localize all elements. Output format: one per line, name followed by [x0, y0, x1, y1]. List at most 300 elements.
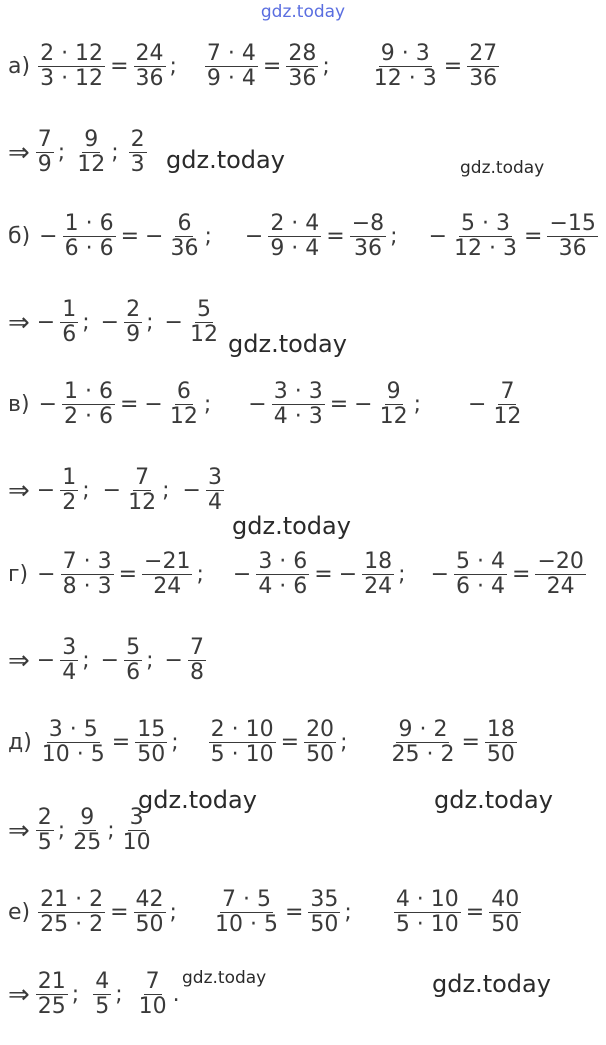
equals-sign: =	[110, 54, 129, 80]
result-fraction	[98, 636, 154, 685]
equals-sign: =	[329, 392, 349, 418]
denominator: 50	[137, 742, 166, 768]
numerator: 9 · 2	[398, 717, 448, 742]
equals-sign: =	[262, 54, 282, 80]
numerator: 4	[95, 969, 110, 994]
denominator: 6	[62, 322, 77, 348]
fraction	[134, 42, 166, 91]
signed-fraction	[69, 806, 105, 855]
denominator: 5	[37, 830, 52, 856]
equals-sign: =	[524, 224, 543, 250]
minus-sign: −	[39, 224, 58, 250]
fraction	[129, 128, 147, 177]
minus-sign: −	[182, 478, 201, 504]
signed-fraction	[348, 212, 388, 261]
numerator: 5 · 3	[461, 211, 511, 236]
separator: ;	[169, 54, 177, 80]
fraction	[60, 298, 78, 347]
equation	[38, 718, 179, 767]
signed-fraction	[34, 128, 56, 177]
minus-sign: −	[144, 392, 163, 418]
numerator: 35	[310, 887, 339, 912]
fraction	[454, 550, 507, 599]
denominator: 6	[126, 660, 141, 686]
minus-sign: −	[36, 310, 56, 336]
equation-row	[8, 380, 602, 429]
result-fraction	[34, 636, 90, 685]
signed-fraction	[91, 970, 113, 1019]
numerator: 3	[62, 635, 77, 660]
fraction	[272, 380, 325, 429]
fraction	[489, 888, 521, 937]
result-row	[8, 636, 602, 685]
denominator: 50	[486, 742, 515, 768]
denominator: 36	[353, 236, 382, 262]
numerator: 1	[62, 297, 77, 322]
result-fraction	[34, 970, 79, 1019]
denominator: 25	[37, 994, 66, 1020]
minus-sign: −	[338, 562, 358, 588]
denominator: 8 · 3	[62, 574, 112, 600]
fraction	[547, 212, 597, 261]
numerator: 5	[126, 635, 141, 660]
denominator: 8	[189, 660, 204, 686]
separator: ;	[146, 310, 154, 336]
fraction	[142, 550, 192, 599]
numerator: 3	[207, 465, 222, 490]
minus-sign: −	[244, 224, 264, 250]
signed-fraction	[132, 888, 168, 937]
denominator: 25	[73, 830, 102, 856]
fraction	[36, 806, 54, 855]
fraction	[38, 42, 105, 91]
numerator: 6	[177, 211, 192, 236]
equals-sign: =	[314, 562, 333, 588]
watermark-text: gdz.today	[166, 146, 285, 174]
separator: ;	[340, 730, 348, 756]
equation	[203, 42, 330, 91]
numerator: 4 · 10	[395, 887, 459, 912]
minus-sign: −	[100, 310, 120, 336]
equation	[242, 212, 398, 261]
signed-fraction	[392, 888, 463, 937]
minus-sign: −	[468, 392, 487, 418]
signed-fraction	[284, 42, 320, 91]
result-fraction	[162, 636, 208, 685]
separator: ;	[57, 818, 66, 844]
separator: ;	[57, 140, 66, 166]
signed-fraction	[203, 42, 260, 91]
result-fraction	[34, 128, 65, 177]
part-label: б)	[8, 224, 31, 250]
denominator: 25 · 2	[391, 742, 455, 768]
part-label: а)	[8, 54, 31, 80]
part-label: е)	[8, 900, 31, 926]
equals-sign: =	[443, 54, 463, 80]
numerator: 7	[145, 969, 160, 994]
fraction	[467, 42, 499, 91]
equation	[428, 550, 588, 599]
denominator: 4	[207, 490, 222, 516]
signed-fraction	[36, 42, 107, 91]
result-fraction	[127, 128, 149, 177]
denominator: 2	[62, 490, 77, 516]
minus-sign: −	[36, 478, 56, 504]
separator: ;	[322, 54, 330, 80]
equals-sign: =	[110, 900, 129, 926]
equals-sign: =	[326, 224, 345, 250]
fraction	[40, 718, 107, 767]
fraction	[188, 298, 220, 347]
result-fraction	[98, 298, 154, 347]
equals-sign: =	[512, 562, 531, 588]
signed-fraction	[465, 380, 525, 429]
implies-arrow: ⇒	[8, 815, 30, 846]
fraction	[137, 970, 169, 1019]
fraction	[126, 466, 158, 515]
fraction	[535, 550, 585, 599]
fraction	[213, 888, 280, 937]
equation	[392, 888, 523, 937]
signed-fraction	[36, 888, 107, 937]
equation-row	[8, 888, 602, 937]
denominator: 36	[558, 236, 587, 262]
minus-sign: −	[164, 310, 183, 336]
signed-fraction	[162, 636, 208, 685]
fraction	[124, 636, 142, 685]
denominator: 4 · 3	[273, 404, 323, 430]
fraction	[205, 42, 258, 91]
denominator: 36	[288, 66, 317, 92]
numerator: 1 · 6	[64, 211, 114, 236]
minus-sign: −	[354, 392, 373, 418]
fraction	[188, 636, 206, 685]
signed-fraction	[487, 888, 523, 937]
numerator: 2 · 4	[270, 211, 320, 236]
numerator: 21	[37, 969, 66, 994]
numerator: 15	[137, 717, 166, 742]
separator: ;	[82, 478, 90, 504]
numerator: 18	[486, 717, 515, 742]
numerator: 7	[189, 635, 204, 660]
result-fraction	[34, 466, 90, 515]
fraction	[378, 380, 410, 429]
separator: .	[172, 982, 180, 1008]
signed-fraction	[306, 888, 342, 937]
signed-fraction	[73, 128, 109, 177]
signed-fraction	[351, 380, 411, 429]
separator: ;	[146, 648, 154, 674]
denominator: 9	[37, 152, 52, 178]
denominator: 9 · 4	[270, 236, 320, 262]
fraction	[36, 970, 68, 1019]
signed-fraction	[428, 550, 509, 599]
equals-sign: =	[118, 562, 138, 588]
denominator: 36	[135, 66, 164, 92]
implies-arrow: ⇒	[8, 137, 30, 168]
signed-fraction	[483, 718, 519, 767]
separator: ;	[398, 562, 406, 588]
fraction	[256, 550, 309, 599]
signed-fraction	[100, 466, 160, 515]
fraction	[452, 212, 519, 261]
signed-fraction	[533, 550, 587, 599]
fraction	[485, 718, 517, 767]
part-label: г)	[8, 562, 29, 588]
signed-fraction	[140, 550, 194, 599]
denominator: 6 · 6	[64, 236, 114, 262]
denominator: 2 · 6	[64, 404, 113, 430]
minus-sign: −	[36, 648, 56, 674]
denominator: 50	[310, 912, 339, 938]
fraction	[286, 42, 318, 91]
denominator: 50	[306, 742, 335, 768]
result-fraction	[180, 466, 226, 515]
fraction	[124, 298, 142, 347]
watermark-text: gdz.today	[138, 786, 257, 814]
signed-fraction	[245, 380, 326, 429]
fraction	[38, 888, 105, 937]
signed-fraction	[34, 298, 80, 347]
separator: ;	[171, 730, 179, 756]
numerator: 1 · 6	[64, 379, 113, 404]
result-fraction	[34, 806, 65, 855]
numerator: 7 · 5	[221, 887, 271, 912]
numerator: 28	[288, 41, 317, 66]
minus-sign: −	[248, 392, 267, 418]
numerator: 3 · 3	[273, 379, 323, 404]
denominator: 12	[379, 404, 408, 430]
watermark-text: gdz.today	[432, 970, 551, 998]
minus-sign: −	[37, 562, 56, 588]
fraction	[75, 128, 107, 177]
signed-fraction	[98, 298, 144, 347]
minus-sign: −	[232, 562, 252, 588]
fraction	[36, 128, 54, 177]
implies-arrow: ⇒	[8, 307, 30, 338]
equation	[230, 550, 406, 599]
equation	[36, 42, 177, 91]
denominator: 10 · 5	[214, 912, 278, 938]
numerator: 27	[469, 41, 498, 66]
separator: ;	[111, 140, 119, 166]
fraction	[372, 42, 439, 91]
numerator: −15	[549, 211, 596, 236]
equation-row	[8, 550, 602, 599]
signed-fraction	[162, 298, 222, 347]
numerator: 3	[129, 805, 144, 830]
fraction	[61, 550, 114, 599]
denominator: 50	[135, 912, 164, 938]
minus-sign: −	[145, 224, 164, 250]
fraction	[268, 212, 321, 261]
minus-sign: −	[164, 648, 183, 674]
numerator: 1	[62, 465, 77, 490]
part-label: в)	[8, 392, 30, 418]
minus-sign: −	[430, 562, 450, 588]
equation	[207, 718, 348, 767]
separator: ;	[82, 310, 90, 336]
separator: ;	[115, 982, 123, 1008]
denominator: 36	[469, 66, 498, 92]
signed-fraction	[34, 636, 80, 685]
signed-fraction	[207, 718, 278, 767]
equation	[245, 380, 421, 429]
signed-fraction	[336, 550, 396, 599]
implies-arrow: ⇒	[8, 475, 30, 506]
signed-fraction	[545, 212, 599, 261]
equation	[426, 212, 600, 261]
denominator: 12	[493, 404, 522, 430]
denominator: 6 · 4	[456, 574, 506, 600]
numerator: 3 · 5	[48, 717, 98, 742]
result-row	[8, 466, 602, 515]
denominator: 25 · 2	[40, 912, 104, 938]
equals-sign: =	[280, 730, 300, 756]
separator: ;	[107, 818, 115, 844]
numerator: 7	[37, 127, 52, 152]
signed-fraction	[127, 128, 149, 177]
signed-fraction	[36, 380, 117, 429]
numerator: 2	[130, 127, 145, 152]
denominator: 24	[364, 574, 393, 600]
separator: ;	[344, 900, 352, 926]
watermark-text: gdz.today	[460, 158, 545, 178]
fraction	[63, 212, 116, 261]
numerator: 2 · 10	[210, 717, 274, 742]
header-watermark: gdz.today	[260, 2, 346, 22]
denominator: 50	[491, 912, 520, 938]
numerator: 7	[500, 379, 515, 404]
separator: ;	[390, 224, 398, 250]
numerator: 2	[126, 297, 141, 322]
denominator: 5	[95, 994, 110, 1020]
denominator: 9 · 4	[206, 66, 256, 92]
numerator: 21 · 2	[40, 887, 104, 912]
numerator: 2	[37, 805, 52, 830]
fraction	[168, 212, 200, 261]
signed-fraction	[34, 970, 70, 1019]
fraction	[93, 970, 111, 1019]
signed-fraction	[465, 42, 501, 91]
numerator: −20	[537, 549, 584, 574]
part-label: д)	[8, 730, 32, 756]
numerator: 7	[135, 465, 150, 490]
signed-fraction	[34, 806, 56, 855]
signed-fraction	[133, 718, 169, 767]
equation	[370, 42, 501, 91]
signed-fraction	[34, 466, 80, 515]
numerator: 42	[135, 887, 164, 912]
separator: ;	[71, 982, 80, 1008]
fraction	[304, 718, 336, 767]
numerator: 5 · 4	[456, 549, 506, 574]
denominator: 10 · 5	[41, 742, 105, 768]
equation	[36, 888, 177, 937]
fraction	[206, 466, 224, 515]
separator: ;	[413, 392, 421, 418]
signed-fraction	[302, 718, 338, 767]
separator: ;	[196, 562, 204, 588]
signed-fraction	[211, 888, 282, 937]
numerator: 7 · 4	[206, 41, 256, 66]
minus-sign: −	[428, 224, 448, 250]
numerator: 5	[196, 297, 211, 322]
fraction	[491, 380, 523, 429]
numerator: 7 · 3	[62, 549, 112, 574]
result-fraction	[91, 970, 122, 1019]
denominator: 24	[546, 574, 575, 600]
watermark-text: gdz.today	[228, 330, 347, 358]
implies-arrow: ⇒	[8, 979, 30, 1010]
fraction	[350, 212, 386, 261]
denominator: 12	[128, 490, 157, 516]
fraction	[209, 718, 276, 767]
minus-sign: −	[100, 648, 120, 674]
signed-fraction	[135, 970, 171, 1019]
watermark-text: gdz.today	[434, 786, 553, 814]
denominator: 4 · 6	[258, 574, 308, 600]
signed-fraction	[242, 212, 323, 261]
equation	[34, 550, 204, 599]
equals-sign: =	[284, 900, 304, 926]
signed-fraction	[180, 466, 226, 515]
numerator: −8	[351, 211, 385, 236]
equals-sign: =	[111, 730, 131, 756]
minus-sign: −	[102, 478, 122, 504]
result-fraction	[100, 466, 170, 515]
fraction	[135, 718, 167, 767]
equation-row	[8, 718, 602, 767]
numerator: 18	[364, 549, 393, 574]
numerator: 9	[84, 127, 99, 152]
signed-fraction	[230, 550, 311, 599]
watermark-text: gdz.today	[182, 968, 267, 988]
numerator: 9 · 3	[380, 41, 430, 66]
equation-row	[8, 42, 602, 91]
fraction	[394, 888, 461, 937]
numerator: 20	[306, 717, 335, 742]
fraction	[134, 888, 166, 937]
separator: ;	[203, 392, 212, 418]
denominator: 5 · 10	[210, 742, 274, 768]
signed-fraction	[426, 212, 521, 261]
equation	[211, 888, 352, 937]
denominator: 10	[122, 830, 151, 856]
denominator: 3 · 12	[40, 66, 104, 92]
signed-fraction	[370, 42, 441, 91]
fraction	[389, 718, 456, 767]
separator: ;	[204, 224, 212, 250]
numerator: 40	[491, 887, 520, 912]
signed-fraction	[98, 636, 144, 685]
denominator: 12	[77, 152, 106, 178]
denominator: 3	[130, 152, 145, 178]
denominator: 36	[170, 236, 199, 262]
denominator: 12 · 3	[454, 236, 518, 262]
numerator: 2 · 12	[40, 41, 104, 66]
equation	[387, 718, 518, 767]
denominator: 12	[169, 404, 198, 430]
signed-fraction	[38, 718, 109, 767]
implies-arrow: ⇒	[8, 645, 30, 676]
fraction	[362, 550, 394, 599]
equals-sign: =	[465, 900, 485, 926]
numerator: 24	[135, 41, 164, 66]
equals-sign: =	[120, 224, 140, 250]
numerator: −21	[144, 549, 191, 574]
separator: ;	[82, 648, 90, 674]
